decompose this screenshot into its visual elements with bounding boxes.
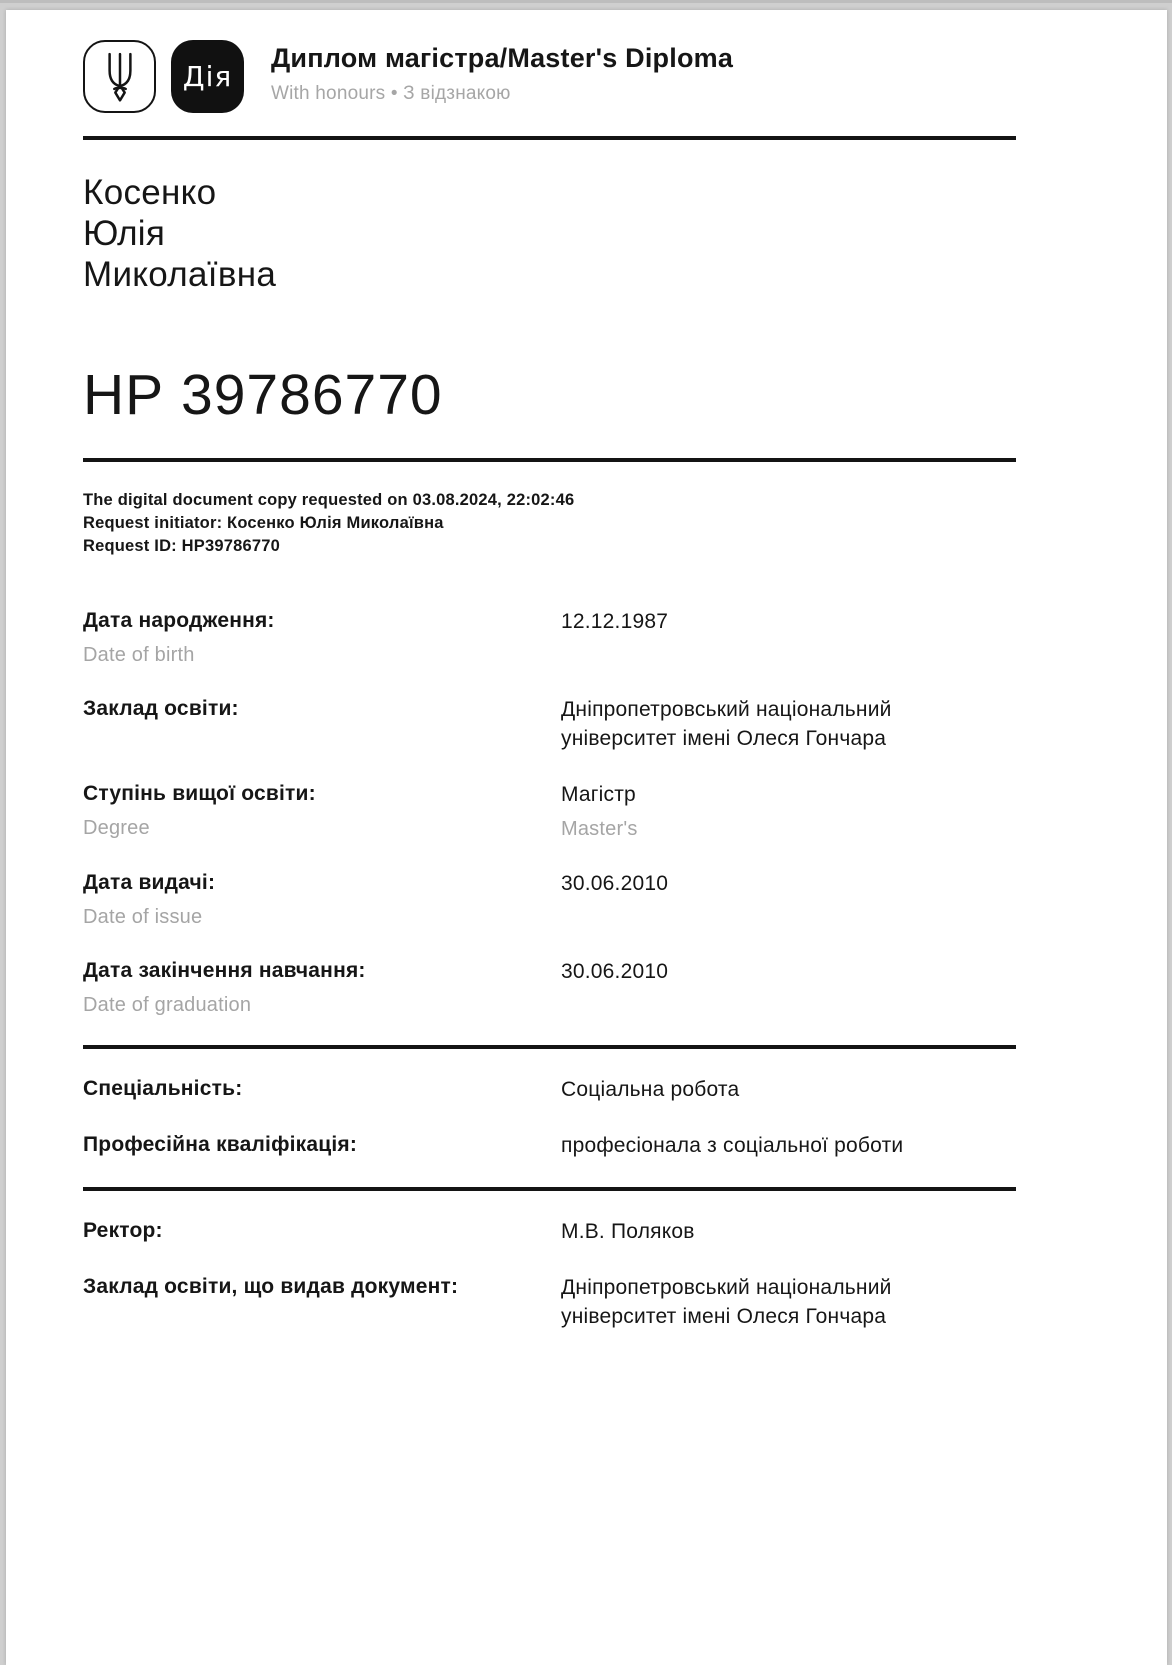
- fields-section-main: [6, 607, 1167, 1018]
- divider-issuer: [83, 1187, 1016, 1191]
- trident-glyph: [99, 50, 141, 104]
- divider-under-number: [83, 458, 1016, 462]
- request-id: Request ID: НР39786770: [83, 537, 280, 555]
- request-timestamp: The digital document copy requested on 03.08.2024, 22:02:46: [83, 491, 575, 509]
- diploma-document-page: [6, 10, 1167, 1665]
- field-value-rector: М.В. Поляков: [561, 1220, 695, 1243]
- field-row-rector: [83, 1217, 1016, 1246]
- field-row-specialty: [83, 1075, 1016, 1104]
- field-row-date-of-graduation: [83, 957, 1016, 1018]
- owner-surname: Косенко: [83, 173, 217, 212]
- field-row-institution: [83, 695, 1016, 753]
- field-row-date-of-issue: [83, 869, 1016, 930]
- diia-logo-text: Дія: [182, 60, 233, 93]
- field-label-en-date-of-issue: Date of issue: [83, 906, 203, 928]
- field-label-specialty: Спеціальність:: [83, 1077, 243, 1100]
- field-label-rector: Ректор:: [83, 1219, 163, 1242]
- field-label-qualification: Професійна кваліфікація:: [83, 1133, 358, 1156]
- request-initiator: Request initiator: Косенко Юлія Миколаївна: [83, 514, 444, 532]
- fields-section-specialty: [6, 1075, 1167, 1160]
- ukraine-trident-icon: [83, 40, 156, 113]
- field-value-specialty: Соціальна робота: [561, 1078, 740, 1101]
- request-info-block: [83, 489, 1016, 558]
- field-value-qualification: професіонала з соціальної роботи: [561, 1134, 904, 1157]
- field-value-institution: Дніпропетровський національний університет імені Олеся Гончара: [561, 698, 892, 750]
- field-value-date-of-issue: 30.06.2010: [561, 872, 669, 895]
- field-value-en-degree: Master's: [561, 818, 638, 840]
- owner-patronymic: Миколаївна: [83, 255, 277, 294]
- document-subtitle-honours: With honours • З відзнакою: [271, 83, 511, 104]
- field-label-institution: Заклад освіти:: [83, 697, 239, 720]
- field-value-degree: Магістр: [561, 783, 636, 806]
- field-row-qualification: [83, 1131, 1016, 1160]
- field-value-issuing-institution: Дніпропетровський національний університет імені Олеся Гончара: [561, 1276, 892, 1328]
- field-value-date-of-birth: 12.12.1987: [561, 610, 669, 633]
- divider-top: [83, 136, 1016, 140]
- header-text: [271, 40, 733, 105]
- field-label-issuing-institution: Заклад освіти, що видав документ:: [83, 1275, 459, 1298]
- field-label-date-of-issue: Дата видачі:: [83, 871, 216, 894]
- field-label-en-date-of-graduation: Date of graduation: [83, 994, 252, 1016]
- field-value-date-of-graduation: 30.06.2010: [561, 960, 669, 983]
- field-label-degree: Ступінь вищої освіти:: [83, 782, 316, 805]
- diia-app-logo: [171, 40, 244, 113]
- field-row-issuing-institution: [83, 1273, 1016, 1331]
- field-label-date-of-graduation: Дата закінчення навчання:: [83, 959, 366, 982]
- divider-specialty: [83, 1045, 1016, 1049]
- field-label-date-of-birth: Дата народження:: [83, 609, 275, 632]
- owner-first-name: Юлія: [83, 214, 166, 253]
- field-row-degree: [83, 780, 1016, 842]
- field-label-en-date-of-birth: Date of birth: [83, 644, 195, 666]
- fields-section-issuer: [6, 1217, 1167, 1331]
- document-title: Диплом магістра/Master's Diploma: [271, 43, 734, 73]
- field-row-date-of-birth: [83, 607, 1016, 668]
- field-label-en-degree: Degree: [83, 817, 150, 839]
- document-header: [83, 40, 1016, 113]
- owner-full-name: [83, 172, 1016, 295]
- document-number: НР 39786770: [83, 363, 443, 427]
